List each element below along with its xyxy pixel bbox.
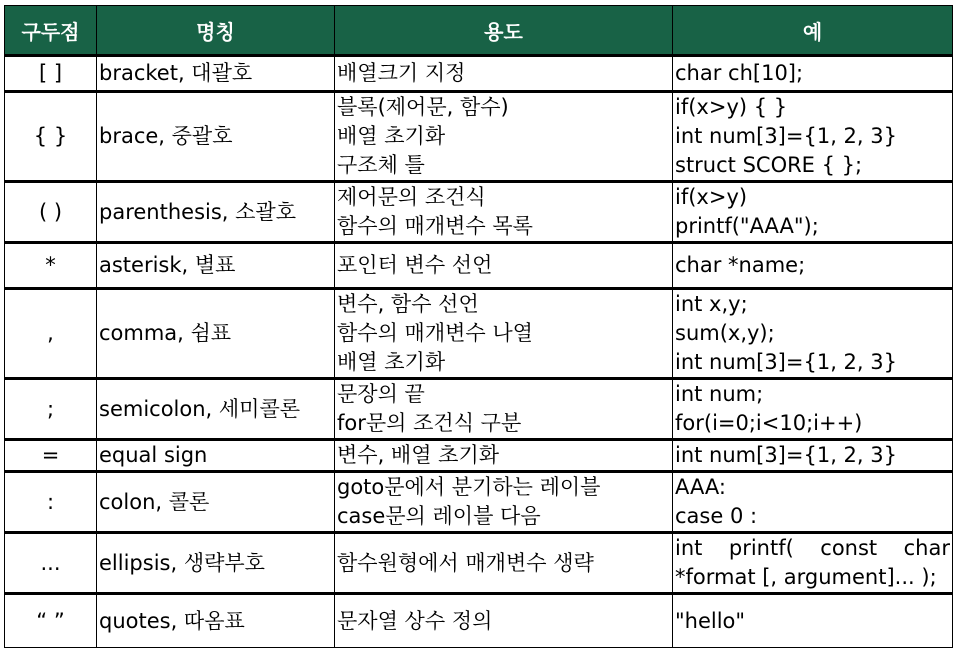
- example-line: printf("AAA");: [675, 214, 819, 238]
- usage-cell: [335, 440, 673, 472]
- example-line: "hello": [675, 608, 746, 633]
- header-row: [5, 6, 953, 56]
- table-row: [5, 472, 953, 533]
- usage-cell: [335, 379, 673, 440]
- example-line: if(x>y) { }: [675, 95, 788, 119]
- punct-cell: ( ): [5, 182, 97, 243]
- usage-line: 제어문의 조건식: [337, 185, 486, 209]
- usage-line: 구조체 틀: [337, 153, 425, 177]
- example-cell: [673, 379, 953, 440]
- table-body: [5, 56, 953, 648]
- usage-line: 문자열 상수 정의: [337, 608, 493, 633]
- usage-line: for문의 조건식 구분: [337, 411, 522, 435]
- usage-line: 함수의 매개변수 목록: [337, 214, 533, 238]
- punct-cell: =: [5, 440, 97, 472]
- example-line: for(i=0;i<10;i++): [675, 411, 863, 435]
- example-cell: [673, 289, 953, 379]
- usage-line: goto문에서 분기하는 레이블: [337, 475, 601, 499]
- example-line: int num[3]={1, 2, 3}: [675, 124, 897, 148]
- example-line: int num[3]={1, 2, 3}: [675, 350, 897, 374]
- example-line: AAA:: [675, 475, 726, 499]
- punct-cell: ;: [5, 379, 97, 440]
- example-cell: [673, 594, 953, 648]
- name-cell: semicolon, 세미콜론: [97, 379, 335, 440]
- header-usage: 용도: [335, 6, 673, 56]
- example-line: sum(x,y);: [675, 321, 775, 345]
- punct-cell: { }: [5, 92, 97, 182]
- example-cell: [673, 533, 953, 594]
- usage-line: 문장의 끝: [337, 382, 425, 406]
- example-cell: [673, 92, 953, 182]
- usage-line: 함수의 매개변수 나열: [337, 321, 533, 345]
- name-cell: asterisk, 별표: [97, 243, 335, 289]
- example-line: int num[3]={1, 2, 3}: [675, 443, 897, 467]
- usage-cell: [335, 56, 673, 92]
- example-line: *format [, argument]... );: [675, 565, 937, 589]
- usage-line: 변수, 함수 선언: [337, 292, 479, 316]
- example-cell: [673, 56, 953, 92]
- punct-cell: “ ”: [5, 594, 97, 648]
- header-punct: 구두점: [5, 6, 97, 56]
- usage-cell: [335, 182, 673, 243]
- usage-line: 배열 초기화: [337, 350, 446, 374]
- usage-cell: [335, 289, 673, 379]
- table-row: [5, 92, 953, 182]
- punct-cell: :: [5, 472, 97, 533]
- table-row: [5, 379, 953, 440]
- example-cell: [673, 472, 953, 533]
- table-row: [5, 594, 953, 648]
- punctuation-table: [4, 5, 953, 648]
- usage-cell: [335, 533, 673, 594]
- usage-line: 변수, 배열 초기화: [337, 443, 500, 467]
- example-line: int printf( const char: [675, 536, 950, 560]
- table-row: [5, 289, 953, 379]
- usage-line: 포인터 변수 선언: [337, 253, 493, 277]
- name-cell: quotes, 따옴표: [97, 594, 335, 648]
- example-line: if(x>y): [675, 185, 748, 209]
- punct-cell: ,: [5, 289, 97, 379]
- name-cell: colon, 콜론: [97, 472, 335, 533]
- name-cell: parenthesis, 소괄호: [97, 182, 335, 243]
- table-row: [5, 533, 953, 594]
- name-cell: bracket, 대괄호: [97, 56, 335, 92]
- punct-cell: *: [5, 243, 97, 289]
- name-cell: ellipsis, 생략부호: [97, 533, 335, 594]
- example-cell: [673, 243, 953, 289]
- header-name: 명칭: [97, 6, 335, 56]
- usage-line: 배열 초기화: [337, 124, 446, 148]
- punct-cell: ...: [5, 533, 97, 594]
- table-row: [5, 440, 953, 472]
- example-line: int num;: [675, 382, 764, 406]
- usage-line: 배열크기 지정: [337, 61, 466, 85]
- usage-cell: [335, 92, 673, 182]
- table-row: [5, 182, 953, 243]
- punct-cell: [ ]: [5, 56, 97, 92]
- usage-cell: [335, 243, 673, 289]
- usage-line: 블록(제어문, 함수): [337, 95, 509, 119]
- example-line: char ch[10];: [675, 61, 804, 85]
- example-line: int x,y;: [675, 292, 748, 316]
- header-example: 예: [673, 6, 953, 56]
- usage-cell: [335, 594, 673, 648]
- usage-line: 함수원형에서 매개변수 생략: [337, 550, 594, 575]
- example-line: struct SCORE { };: [675, 153, 863, 177]
- usage-line: case문의 레이블 다음: [337, 504, 541, 528]
- table-row: [5, 56, 953, 92]
- name-cell: comma, 쉼표: [97, 289, 335, 379]
- example-cell: [673, 440, 953, 472]
- name-cell: equal sign: [97, 440, 335, 472]
- table-row: [5, 243, 953, 289]
- example-cell: [673, 182, 953, 243]
- usage-cell: [335, 472, 673, 533]
- example-line: case 0 :: [675, 504, 758, 528]
- name-cell: brace, 중괄호: [97, 92, 335, 182]
- example-line: char *name;: [675, 253, 806, 277]
